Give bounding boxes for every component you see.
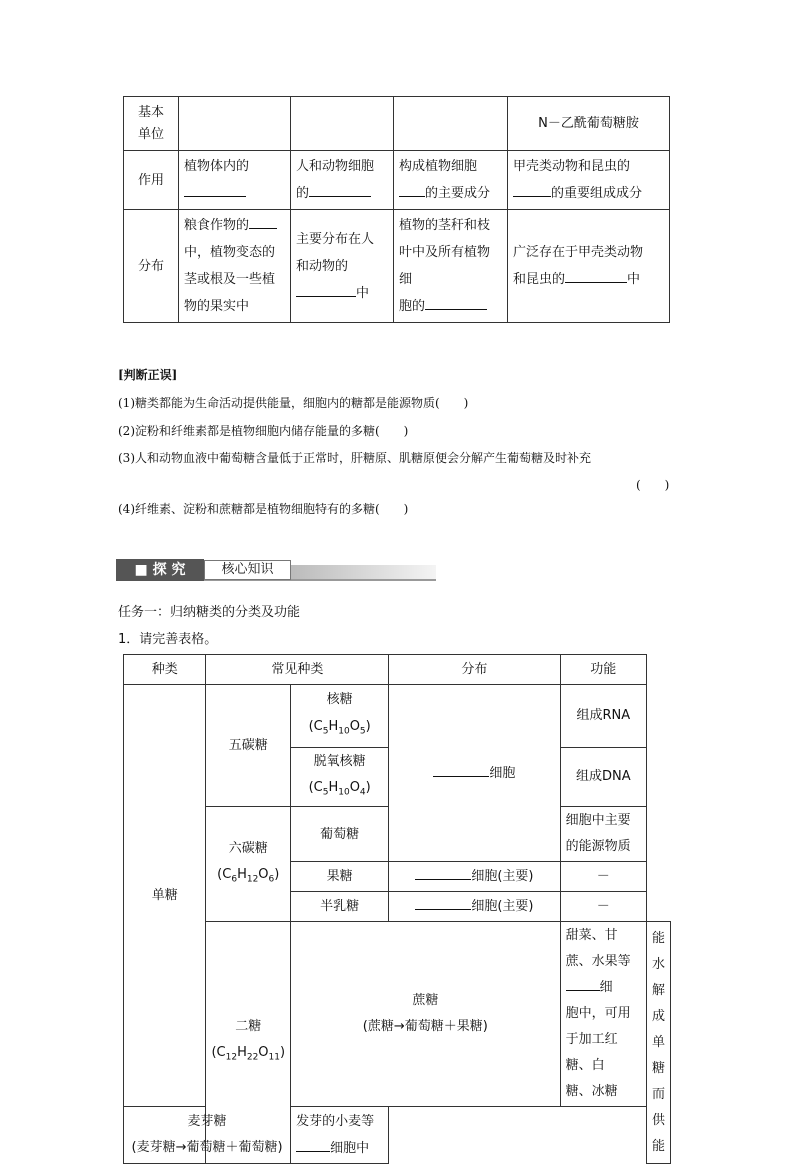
cell-chitin-function: 甲壳类动物和昆虫的 的重要组成成分 (508, 151, 670, 210)
cell-galactose-function: － (560, 892, 646, 922)
cell-sucrose-distribution: 甜菜、甘蔗、水果等细 胞中，可用于加工红糖、白 糖、冰糖 (560, 922, 646, 1107)
cell-fructose: 果糖 (291, 862, 389, 892)
cell-mono-distribution: 细胞 (389, 685, 560, 862)
cell-chitin-unit: N－乙酰葡萄糖胺 (508, 97, 670, 151)
judge-q1: (1)糖类都能为生命活动提供能量，细胞内的糖都是能源物质( ) (118, 396, 469, 410)
cell-galactose: 半乳糖 (291, 892, 389, 922)
header-distribution: 分布 (124, 210, 179, 323)
cell-rna: 组成RNA (560, 685, 646, 748)
cell-glycogen-function: 人和动物细胞 的 (291, 151, 394, 210)
cell-maltose-distribution: 发芽的小麦等细胞中 (291, 1107, 389, 1164)
header-function: 作用 (124, 151, 179, 210)
cell-glycogen-distribution: 主要分布在人 和动物的 中 (291, 210, 394, 323)
header-common: 常见种类 (206, 655, 389, 685)
cell-disaccharide: 二糖 $(C_{12}H_{22}O_{11})$ (206, 922, 291, 1164)
cell-fructose-function: － (560, 862, 646, 892)
banner-core-knowledge: 核心知识 (204, 560, 291, 580)
polysaccharide-table (123, 96, 670, 323)
judge-q3-bracket: ( ) (636, 478, 670, 492)
cell-chitin-distribution: 广泛存在于甲壳类动物 和昆虫的 中 (508, 210, 670, 323)
judge-q2: (2)淀粉和纤维素都是植物细胞内储存能量的多糖( ) (118, 424, 409, 438)
cell-hexose: 六碳糖 $(C_6H_{12}O_6)$ (206, 807, 291, 922)
cell-sucrose: 蔗糖 (蔗糖→葡萄糖＋果糖) (291, 922, 561, 1107)
cell-glucose: 葡萄糖 (291, 807, 389, 862)
banner-explore: ■ 探 究 (116, 559, 204, 581)
task-heading: 任务一：归纳糖类的分类及功能 (118, 605, 301, 620)
cell-deoxyribose: 脱氧核糖 $(C_5H_{10}O_4)$ (291, 747, 389, 807)
cell-fructose-distribution: 细胞(主要) (389, 862, 560, 892)
cell-ribose: 核糖$(C_5H_{10}O_5)$ (291, 685, 389, 748)
judge-title: [判断正误] (118, 368, 178, 382)
cell-maltose: 麦芽糖 (麦芽糖→葡萄糖＋葡萄糖) (124, 1107, 291, 1164)
cell-pentose: 五碳糖 (206, 685, 291, 807)
header-type: 种类 (124, 655, 206, 685)
item-1: 1．请完善表格。 (118, 632, 218, 647)
cell-monosaccharide: 单糖 (124, 685, 206, 1107)
sugar-classification-table (123, 654, 671, 1164)
header-function: 功能 (560, 655, 646, 685)
cell-dna: 组成DNA (560, 747, 646, 807)
cell-galactose-distribution: 细胞(主要) (389, 892, 560, 922)
cell-cellulose-unit (394, 97, 508, 151)
judge-q3: (3)人和动物血液中葡萄糖含量低于正常时，肝糖原、肌糖原便会分解产生葡萄糖及时补充 (118, 451, 592, 465)
cell-glucose-function: 细胞中主要的能源物质 (560, 807, 646, 862)
cell-starch-unit (179, 97, 291, 151)
cell-cellulose-distribution: 植物的茎秆和枝 叶中及所有植物细 胞的 (394, 210, 508, 323)
cell-glycogen-unit (291, 97, 394, 151)
header-distribution: 分布 (389, 655, 560, 685)
header-basic-unit: 基本 单位 (124, 97, 179, 151)
cell-starch-function: 植物体内的 (179, 151, 291, 210)
cell-starch-distribution: 粮食作物的 中，植物变态的 茎或根及一些植 物的果实中 (179, 210, 291, 323)
cell-di-function: 能水解成单 糖而供能 (646, 922, 670, 1164)
cell-cellulose-function: 构成植物细胞 的主要成分 (394, 151, 508, 210)
judge-q4: (4)纤维素、淀粉和蔗糖都是植物细胞特有的多糖( ) (118, 502, 409, 516)
section-banner (116, 559, 436, 581)
